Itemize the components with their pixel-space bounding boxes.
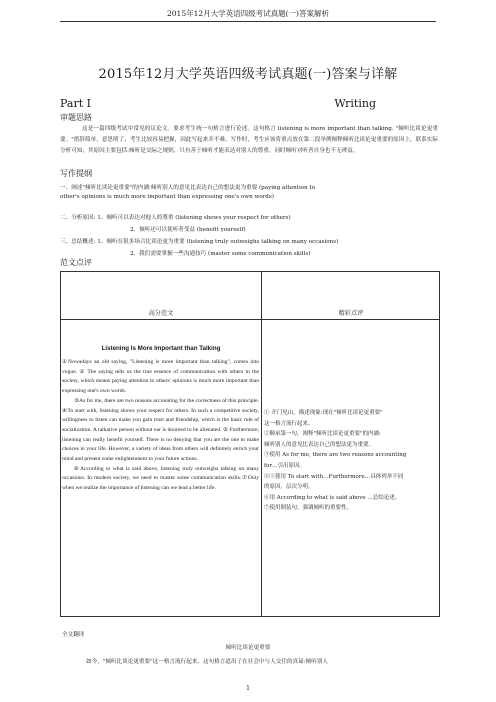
column-header-comments: 精彩点评: [338, 310, 364, 317]
thinking-heading: 审题思路: [60, 113, 92, 122]
table-header-rule: [61, 319, 439, 320]
outline-item: 2、我们需要掌握一些沟通技巧 (master some communication skills): [130, 251, 311, 257]
review-heading: 范文点评: [60, 258, 92, 267]
outline-item: 三、总结概述: 1、倾听在很多场合比谈论更为重要 (listening truly outweighs talking on many occasions): [60, 239, 339, 245]
outline-item: other's opinions is much more important than expressing one's own words): [60, 194, 274, 200]
outline-item: 2、倾听还可以使听者受益 (benefit yourself): [130, 227, 246, 233]
column-header-essay: 高分范文: [148, 310, 174, 317]
translation-title: 倾听比谈论更重要: [225, 645, 271, 651]
part-label: Part Ⅰ: [60, 97, 91, 110]
page-title: 2015年12月大学英语四级考试真题(一)答案与详解: [98, 67, 398, 82]
outline-item: 二、分析原因: 1、倾听可以表达对他人的尊重 (listening shows your respect for others): [60, 215, 291, 221]
review-table: [60, 271, 440, 617]
essay-paragraph: ③As for me, there are two reasons accounting for the correctness of this principle. ④To start with, listening shows your respect for others. In such a competitive society, willingness to listen can make you gain trust and friendship, which is the basic rule of socialization. A talkative person without ear is doomed to be alienated. ⑤ Furthermore, listening can really benefit yourself. There is no denying that you are the one to make choices in your life. However, a variety of ideas from others will definitely enrich your mind and present some enlightenment to your future actions.: [62, 397, 259, 463]
part-heading: [60, 97, 376, 110]
comment-line: 倾听别人的意见比表达自己的想法更为重要。: [264, 441, 375, 448]
comment-line: 这一格言流行起来。: [264, 420, 314, 427]
essay-body: [62, 358, 259, 494]
table-divider: [261, 272, 262, 616]
comment-line: ⑥用 According to what is said above …总结论述。: [264, 494, 401, 501]
comment-line: ⑦使用倒装句，强调倾听的重要性。: [264, 505, 353, 512]
outline-heading: 写作提纲: [60, 169, 92, 178]
comment-line: ① 开门见山，描述现象:现在"倾听比谈论更重要": [264, 410, 383, 416]
translation-heading: 全文翻译: [62, 632, 85, 638]
comment-line: for…引出原因。: [264, 462, 305, 469]
comments-list: [264, 408, 439, 514]
comment-line: ③使用 As for me, there are two reasons accounting: [264, 452, 407, 459]
comment-line: ④⑤使用 To start with…Furthermore…具体列举不同: [264, 473, 404, 480]
essay-paragraph: ①Nowadays an old saying, "Listening is more important than talking", comes into vogue. ② The saying tells us the true essence of communication with others in the society, which means paying attention to others' opinions is much more important than expressing one's own words.: [62, 359, 259, 395]
running-header: 2015年12月大学英语四级考试真题(一)答案解析: [167, 9, 329, 18]
part-name: Writing: [334, 97, 376, 110]
outline-item: 一、阐述"倾听比谈论更重要"的内涵:倾听别人的意见比表达自己的想法更为重要 (paying attention to: [60, 185, 316, 191]
thinking-paragraph: 这是一篇四级考试中常见的议论文。要求考生统一句格言进行论述。这句格言 listening is more important than talking. "倾听比谈论更重要。"措辞简单，意思明了，考生比较容易把握，因此写起来并不难。写作时，考生应该将重点放在第二段举例阐释倾听比谈论更重要的原因上。联系实际分析可知，其原因主要包括:倾听是交际之规则，只有善于倾听才能表达对别人的尊重，同时倾听对听者自身也不无裨益。: [60, 126, 438, 155]
essay-title: Listening Is More Important than Talking: [101, 345, 221, 352]
page-number: 1: [246, 685, 250, 692]
comment-line: ②顺承第一句，阐释"倾听比谈论更重要"的内涵:: [264, 431, 381, 438]
translation-text: 如今，"倾听比谈论更重要"这一格言流行起来。这句格言道出了在社会中与人交往的真谛:倾听别人: [86, 659, 328, 665]
essay-paragraph: ⑥According to what is said above, listening truly outweighs talking on many occasions. In modern society, we need to master some communication skills.⑦Only when we realize the importance of listening can we lead a better life.: [62, 465, 259, 492]
comment-line: 的原因，层次分明。: [264, 484, 314, 491]
header-rule: [60, 21, 436, 22]
